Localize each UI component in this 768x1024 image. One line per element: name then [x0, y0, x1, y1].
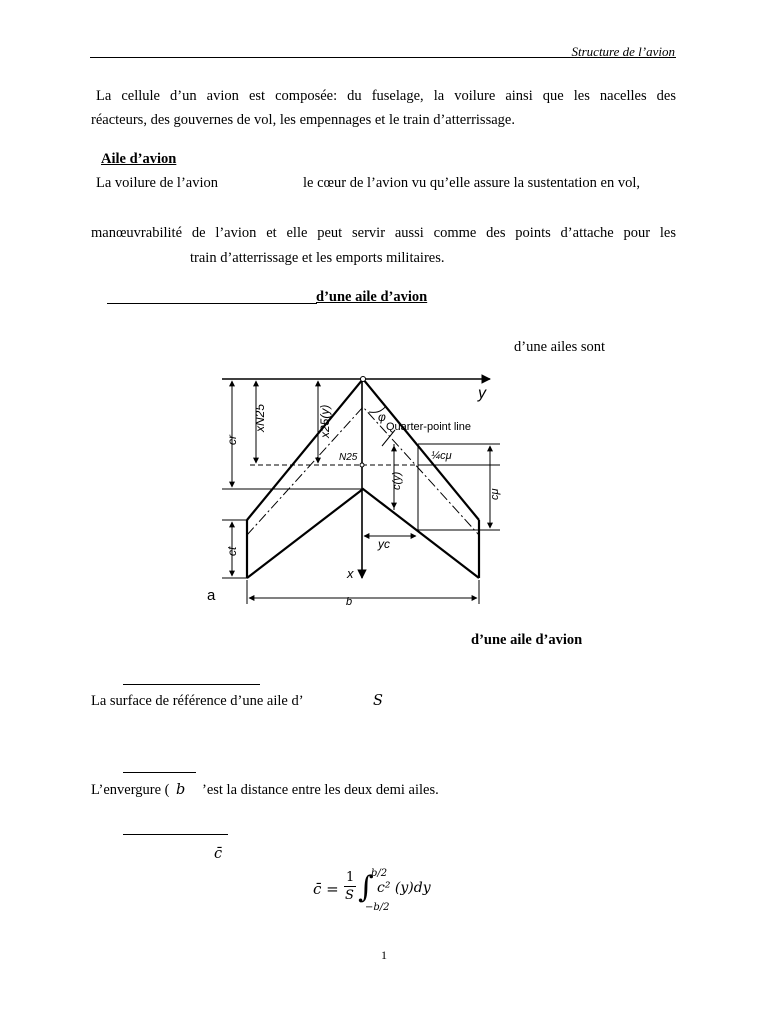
formula-numerator: 1	[346, 870, 355, 885]
page-number: 1	[381, 948, 387, 962]
intro-line-1: La cellule d’un avion est composée: du fuselage, la voilure ainsi que les nacelles des	[96, 88, 676, 104]
aile-line-2: manœuvrabilité de l’avion et elle peut servir aussi comme des points d’attache pour les	[91, 225, 676, 241]
x25-label: x25(y)	[318, 404, 332, 438]
cy-label: c(y)	[391, 471, 403, 490]
formula-lhs: c̄ =	[313, 880, 339, 898]
x-axis-label: x	[347, 566, 354, 581]
geometrie-text: d’une ailes sont	[514, 339, 606, 355]
formula-lower-bound: −b/2	[365, 902, 390, 913]
formula-upper-bound: b/2	[371, 868, 388, 879]
aile-line-3: train d’atterrissage et les emports militaires.	[190, 250, 445, 266]
cmu-label: cμ	[489, 488, 501, 500]
trailing-edge	[247, 489, 479, 578]
corde-heading-rule	[123, 834, 228, 835]
header-divider	[90, 57, 676, 58]
corde-symbol: c̄	[214, 846, 223, 862]
ct-label: ct	[225, 546, 239, 556]
figure-caption: d’une aile d’avion	[471, 632, 583, 648]
phi-label: φ	[378, 410, 386, 424]
section-heading-geometrie: d’une aile d’avion	[316, 289, 428, 305]
formula-fraction-bar	[344, 886, 356, 887]
aile-line-1-right: le cœur de l’avion vu qu’elle assure la sustentation en vol,	[303, 175, 641, 191]
xn25-label: xN25	[253, 403, 267, 432]
envergure-symbol: b	[176, 782, 186, 798]
y-axis-label: y	[478, 385, 486, 402]
formula-denominator: S	[345, 888, 354, 903]
envergure-text-right: ’est la distance entre les deux demi ailes.	[202, 782, 439, 798]
running-header: Structure de l’avion	[571, 44, 675, 59]
surface-heading-rule	[123, 684, 260, 685]
b-label: b	[346, 596, 353, 608]
quarter-point-label: Quarter-point line	[386, 421, 471, 433]
n25-label: N25	[339, 452, 358, 463]
surface-symbol: S	[373, 693, 383, 709]
intro-line-2: réacteurs, des gouvernes de vol, les empennages et le train d’atterrissage.	[91, 112, 515, 128]
envergure-text-left: L’envergure (	[91, 782, 170, 798]
envergure-heading-rule	[123, 772, 196, 773]
section-heading-aile: Aile d’avion	[101, 151, 177, 167]
heading-underline-gap	[107, 303, 317, 304]
yc-label: yc	[378, 537, 390, 551]
mean-chord-formula	[313, 868, 473, 916]
figure-a-label: a	[207, 587, 216, 604]
n25-point	[360, 463, 364, 467]
apex-point	[361, 377, 366, 382]
surface-text: La surface de référence d’une aile d’	[91, 693, 304, 709]
quarter-c-label: ¼cμ	[431, 450, 452, 462]
integral-sign: ∫	[358, 870, 374, 905]
wing-geometry-figure	[200, 365, 520, 615]
formula-integrand: c² (y)dy	[377, 880, 431, 896]
cr-label: cr	[225, 435, 239, 445]
aile-line-1-left: La voilure de l’avion	[96, 175, 218, 191]
